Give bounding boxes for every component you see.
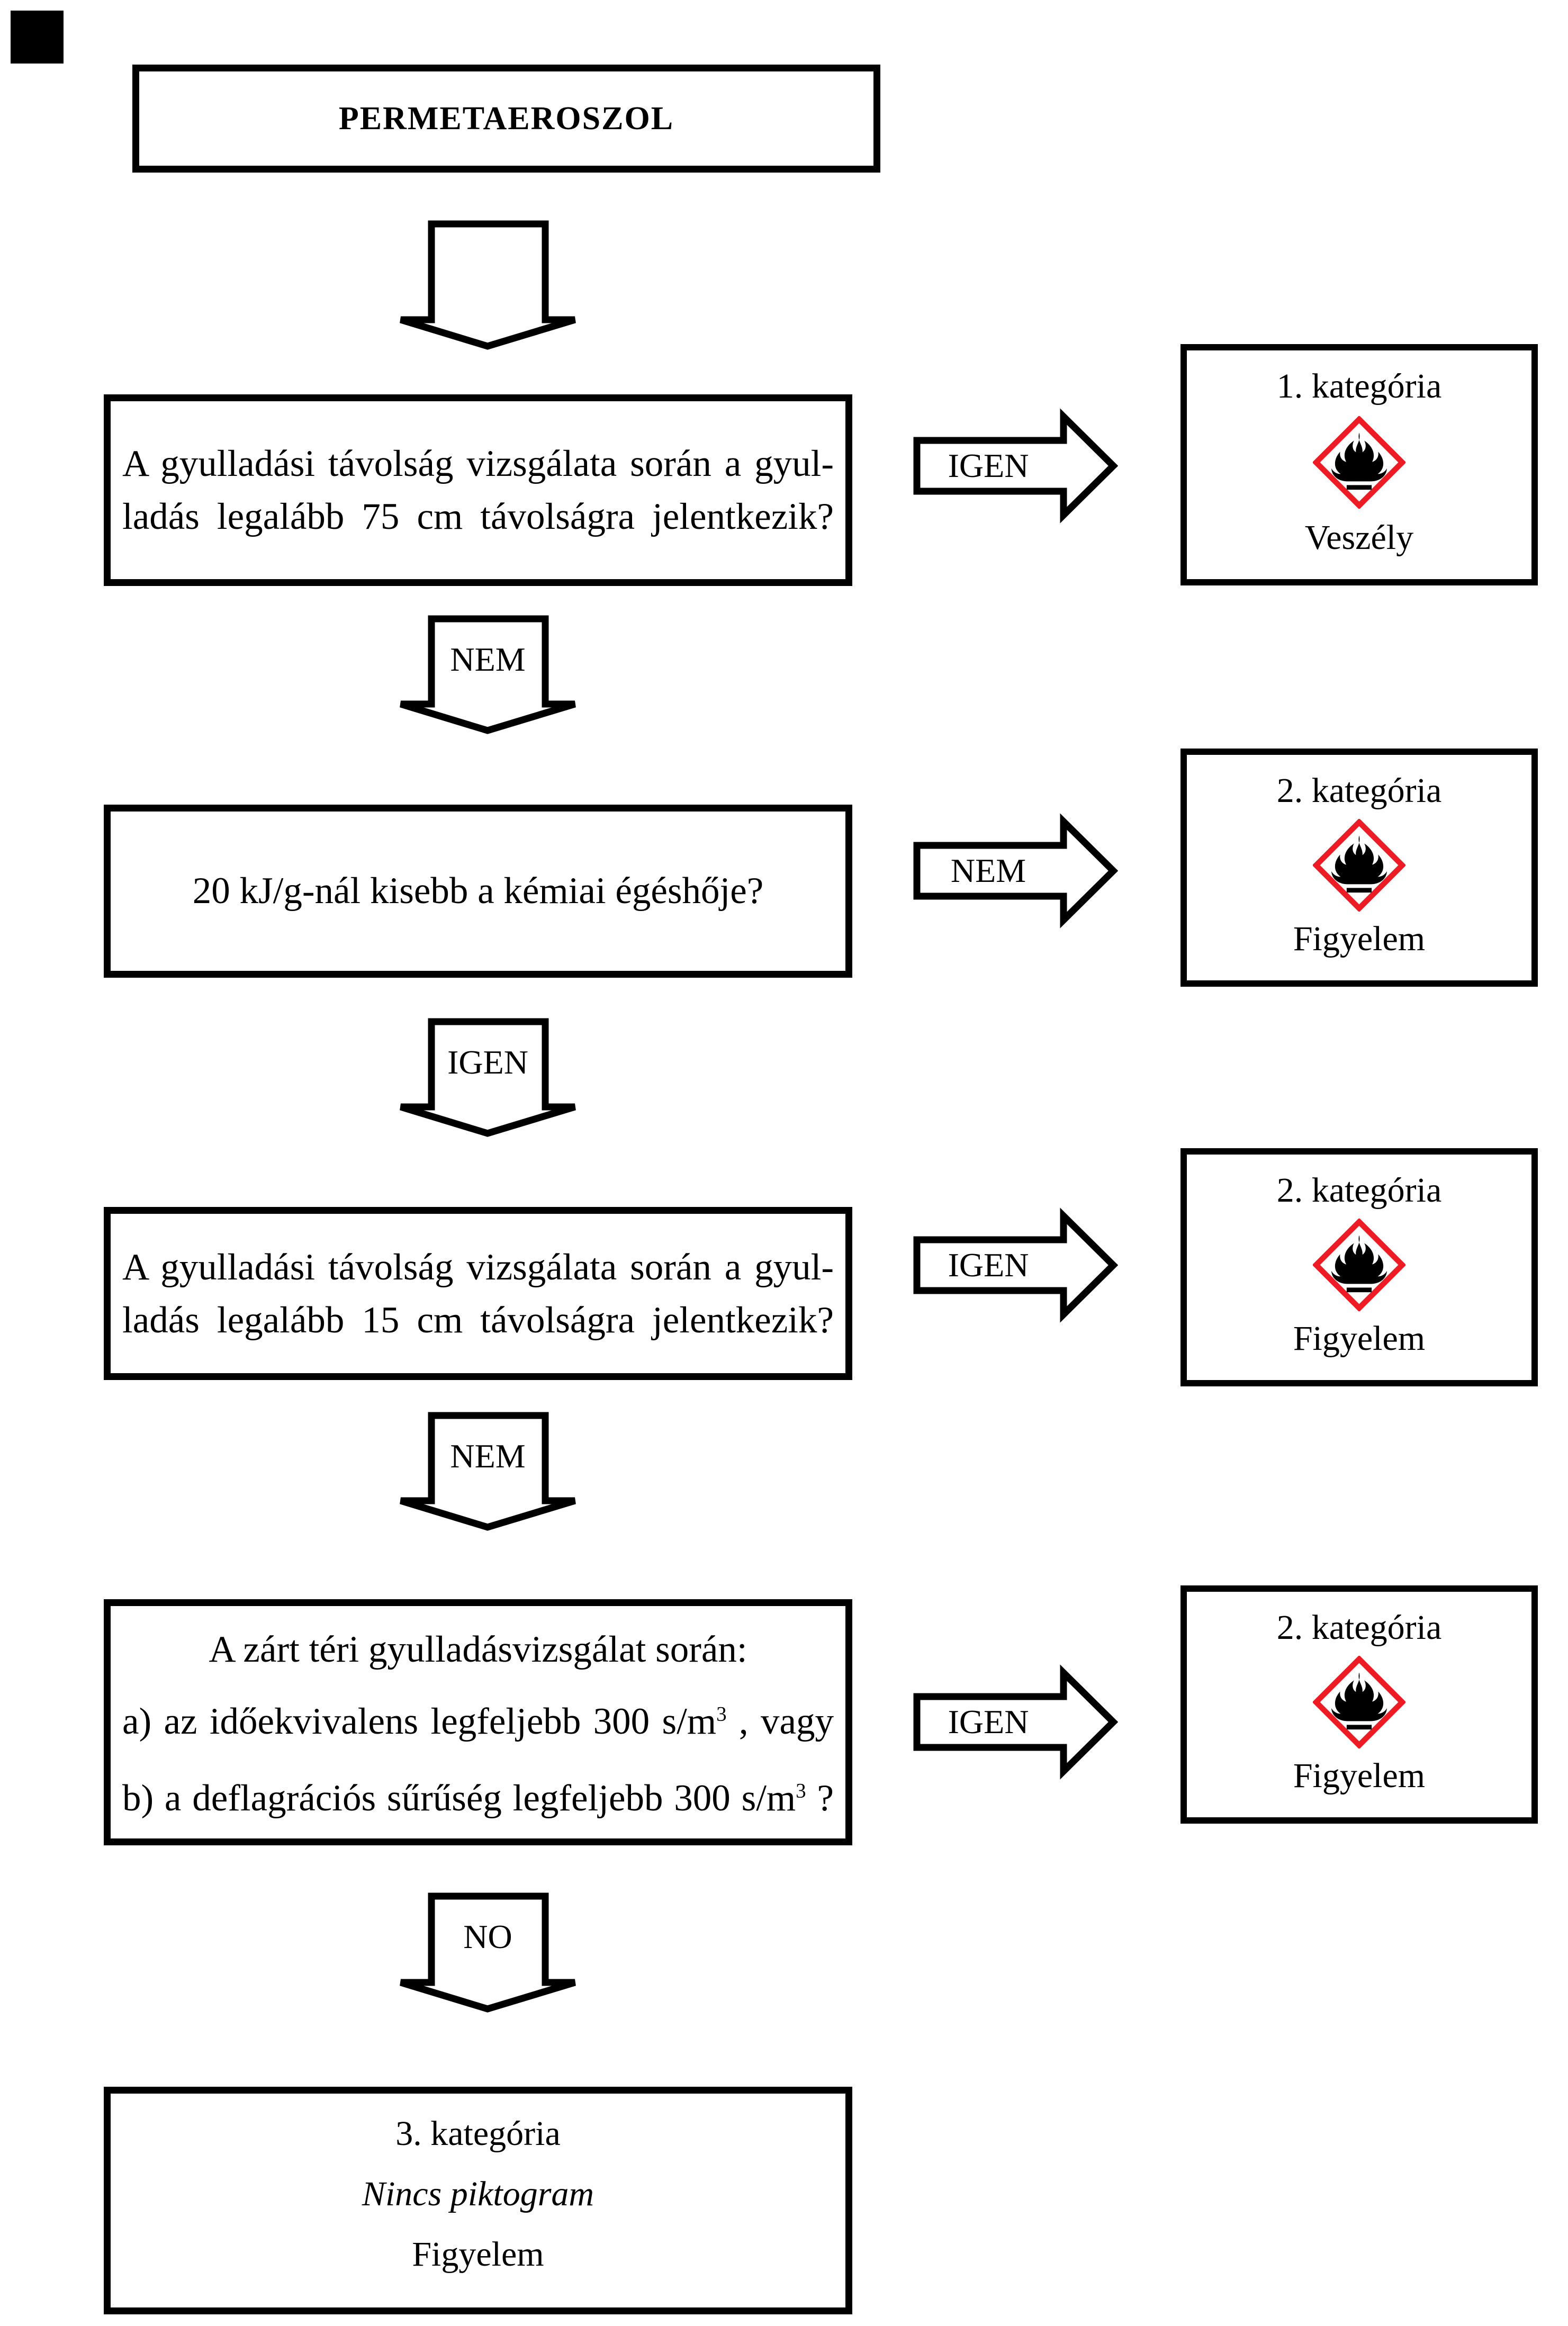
down-arrow-no [397, 1892, 579, 2013]
result-category: 2. kategória [1276, 771, 1442, 810]
down-arrow-nem-1 [397, 615, 579, 734]
result-box-1 [1180, 344, 1538, 585]
result-category: 2. kategória [1276, 1608, 1442, 1647]
result-signal-word: Figyelem [1293, 919, 1426, 958]
down-arrow-label: NEM [450, 1437, 526, 1475]
right-arrow-igen-2 [913, 1212, 1117, 1318]
question-3-line-1: A gyulladási távolság vizsgálata során a gyul- [122, 1246, 834, 1288]
down-arrow-label: NO [463, 1918, 512, 1955]
page-title: PERMETAEROSZOL [338, 100, 674, 137]
item-a-tail: , vagy [726, 1701, 834, 1742]
question-1-line-1: A gyulladási távolság vizsgálata során a gyul- [122, 443, 834, 484]
question-1-line-2: ladás legalább 75 cm távolságra jelentkezik? [122, 496, 834, 537]
final-category: 3. kategória [395, 2114, 561, 2153]
down-arrow-icon [397, 220, 579, 350]
down-arrow-label: NEM [450, 641, 526, 678]
ghs-flame-pictogram-icon [1313, 416, 1405, 509]
right-arrow-label: IGEN [948, 1703, 1029, 1741]
right-arrow-igen-3 [913, 1669, 1117, 1775]
page-corner-marker [11, 11, 64, 64]
item-b-text: b) a deflagrációs sűrűség legfeljebb 300 s/m [122, 1778, 796, 1819]
question-4-heading: A zárt téri gyulladásvizsgálat során: [209, 1629, 747, 1670]
result-box-2 [1180, 749, 1538, 987]
result-category: 2. kategória [1276, 1171, 1442, 1210]
result-signal-word: Figyelem [1293, 1319, 1426, 1358]
item-a-sup: 3 [716, 1702, 727, 1726]
ghs-flame-pictogram-icon [1313, 1656, 1405, 1748]
question-box-1 [104, 394, 852, 586]
question-box-3 [104, 1207, 852, 1380]
down-arrow-label [397, 220, 579, 320]
item-a-text: a) az időekvivalens legfeljebb 300 s/m [122, 1701, 717, 1742]
question-box-2 [104, 805, 852, 978]
result-signal-word: Figyelem [1293, 1756, 1426, 1795]
down-arrow-nem-2 [397, 1412, 579, 1531]
final-signal-word: Figyelem [412, 2235, 544, 2274]
item-b-sup: 3 [796, 1779, 806, 1802]
ghs-flame-pictogram-icon [1313, 1219, 1405, 1311]
question-3-line-2: ladás legalább 15 cm távolságra jelentkezik? [122, 1299, 834, 1341]
item-b-tail: ? [806, 1778, 834, 1819]
title-box [132, 65, 880, 173]
question-4-item-b [122, 1772, 834, 1825]
question-box-4 [104, 1599, 852, 1845]
right-arrow-nem [913, 818, 1117, 924]
final-category-box [104, 2087, 852, 2314]
question-2-text: 20 kJ/g-nál kisebb a kémiai égéshője? [192, 870, 764, 912]
down-arrow-label: IGEN [447, 1043, 528, 1081]
right-arrow-label: IGEN [948, 1246, 1029, 1284]
result-signal-word: Veszély [1304, 518, 1414, 557]
right-arrow-igen-1 [913, 413, 1117, 519]
result-box-4 [1180, 1585, 1538, 1824]
question-4-item-a [122, 1695, 834, 1748]
ghs-flame-pictogram-icon [1313, 819, 1405, 912]
result-box-3 [1180, 1148, 1538, 1386]
right-arrow-label: NEM [950, 852, 1026, 889]
final-pictogram-note: Nincs piktogram [362, 2175, 594, 2213]
down-arrow-igen [397, 1018, 579, 1137]
right-arrow-label: IGEN [948, 447, 1029, 484]
result-category: 1. kategória [1276, 367, 1442, 405]
